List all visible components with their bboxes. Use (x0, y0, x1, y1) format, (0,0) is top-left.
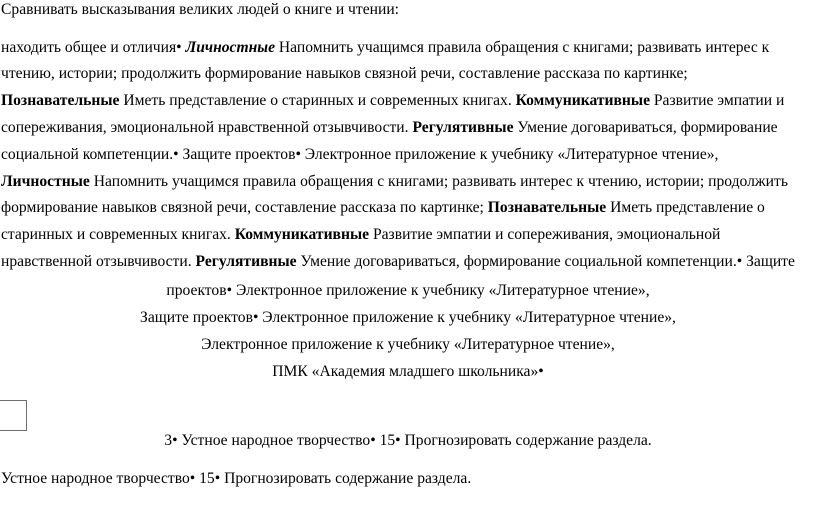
bullet: • (176, 39, 182, 56)
heading: Сравнивать высказывания великих людей о книге и чтении: (1, 1, 400, 18)
paragraph-line (1, 118, 778, 138)
text-run: Умение договариваться, формирование (513, 119, 778, 136)
text-run: Иметь представление о (606, 199, 765, 216)
text-run: находить общее и отличия (1, 39, 177, 56)
text-run: Развитие эмпатии и (649, 92, 785, 109)
text-run: Умение договариваться, формирование социальной компетенции.• Защите (296, 253, 795, 270)
centered-line: ПМК «Академия младшего школьника»• (272, 363, 544, 380)
label-regulatory: Регулятивные (412, 119, 514, 136)
centered-line: Электронное приложение к учебнику «Литературное чтение», (201, 336, 615, 353)
text-run: Напомнить учащимся правила обращения с книгами; развивать интерес к чтению, истории; продолжить (89, 173, 788, 190)
text-run: формирование навыков связной речи, составление рассказа по картинке; (1, 199, 488, 216)
centered-line: Защите проектов• Электронное приложение к учебнику «Литературное чтение», (140, 309, 676, 326)
paragraph-line (1, 198, 765, 218)
text-run: Напомнить учащимся правила обращения с книгами; развивать интерес к (275, 39, 770, 56)
label-personal: Личностные (185, 39, 275, 56)
centered-line: 3• Устное народное творчество• 15• Прогнозировать содержание раздела. (164, 432, 652, 449)
text-run: сопереживания, эмоциональной нравственной отзывчивости. (1, 119, 413, 136)
paragraph-line (1, 38, 769, 58)
paragraph-line (1, 252, 795, 272)
paragraph-line (1, 172, 788, 192)
paragraph-line (1, 91, 784, 111)
paragraph-line: социальной компетенции.• Защите проектов• Электронное приложение к учебнику «Литературное чтение», (1, 146, 719, 163)
label-communicative: Коммуникативные (234, 226, 370, 243)
paragraph-line (1, 225, 720, 245)
paragraph-line: чтению, истории; продолжить формирование навыков связной речи, составление рассказа по картинке; (1, 65, 688, 82)
centered-line: проектов• Электронное приложение к учебнику «Литературное чтение», (166, 282, 650, 299)
text-run: старинных и современных книгах. (1, 226, 235, 243)
label-cognitive: Познавательные (1, 92, 120, 109)
label-regulatory: Регулятивные (195, 253, 297, 270)
text-run: нравственной отзывчивости. (1, 253, 196, 270)
checkbox[interactable] (0, 400, 27, 431)
text-run: Иметь представление о старинных и современных книгах. (119, 92, 516, 109)
paragraph-line: Устное народное творчество• 15• Прогнозировать содержание раздела. (1, 470, 472, 487)
text-run: Развитие эмпатии и сопереживания, эмоциональной (369, 226, 721, 243)
label-communicative: Коммуникативные (515, 92, 650, 109)
label-cognitive: Познавательные (487, 199, 607, 216)
label-personal: Личностные (1, 173, 90, 190)
